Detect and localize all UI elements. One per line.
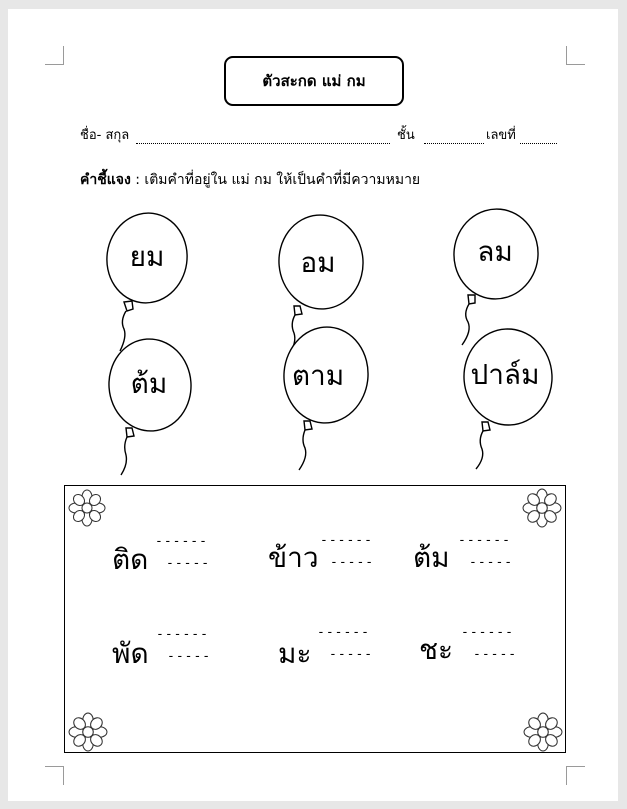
balloon-word-5: ตาม (291, 359, 345, 392)
instruction-label: คำชี้แจง (80, 172, 131, 188)
balloon-word-3: ลม (477, 235, 513, 268)
worksheet-title: ตัวสะกด แม่ กม (224, 56, 404, 106)
instruction-text: : เติมคำที่อยู่ใน แม่ กม ให้เป็นคำที่มีความหมาย (130, 172, 421, 188)
name-label: ชื่อ- สกุล (80, 128, 130, 143)
exercise-word-6: ชะ (419, 633, 454, 666)
exercise-blank-5-lower[interactable]: ----- (329, 647, 374, 662)
exercise-box (64, 485, 566, 753)
exercise-blank-1-lower[interactable]: ----- (166, 556, 211, 571)
class-label: ชั้น (397, 128, 415, 143)
exercise-word-1: ติด (112, 543, 149, 576)
balloon-word-1: ยม (129, 240, 165, 273)
exercise-blank-6-upper[interactable]: ------ (461, 625, 514, 640)
exercise-word-3: ต้ม (413, 541, 450, 574)
flower-bottom-right-icon (523, 712, 563, 752)
flower-bottom-left-icon (68, 712, 108, 752)
balloon-3-icon (450, 205, 543, 345)
exercise-word-4: พัด (112, 637, 149, 670)
exercise-blank-2-upper[interactable]: ------ (320, 533, 373, 548)
balloon-word-6: ปาล์ม (470, 358, 540, 391)
exercise-word-2: ข้าว (268, 541, 319, 574)
worksheet-page (8, 9, 618, 801)
number-label: เลขที่ (486, 128, 516, 143)
exercise-blank-5-upper[interactable]: ------ (317, 625, 370, 640)
exercise-blank-4-upper[interactable]: ------ (156, 627, 209, 642)
exercise-word-5: มะ (278, 637, 312, 670)
balloon-word-2: อม (300, 246, 336, 279)
balloon-1-icon (101, 208, 193, 351)
exercise-blank-2-lower[interactable]: ----- (330, 555, 375, 570)
exercise-blank-3-lower[interactable]: ----- (469, 555, 514, 570)
flower-top-left-icon (68, 489, 106, 527)
balloon-word-4: ต้ม (130, 367, 168, 400)
flower-top-right-icon (522, 488, 562, 528)
exercise-blank-3-upper[interactable]: ------ (458, 533, 511, 548)
exercise-blank-1-upper[interactable]: ------ (155, 534, 208, 549)
exercise-blank-4-lower[interactable]: ----- (167, 649, 212, 664)
exercise-blank-6-lower[interactable]: ----- (473, 647, 518, 662)
balloon-6-icon (462, 327, 555, 469)
